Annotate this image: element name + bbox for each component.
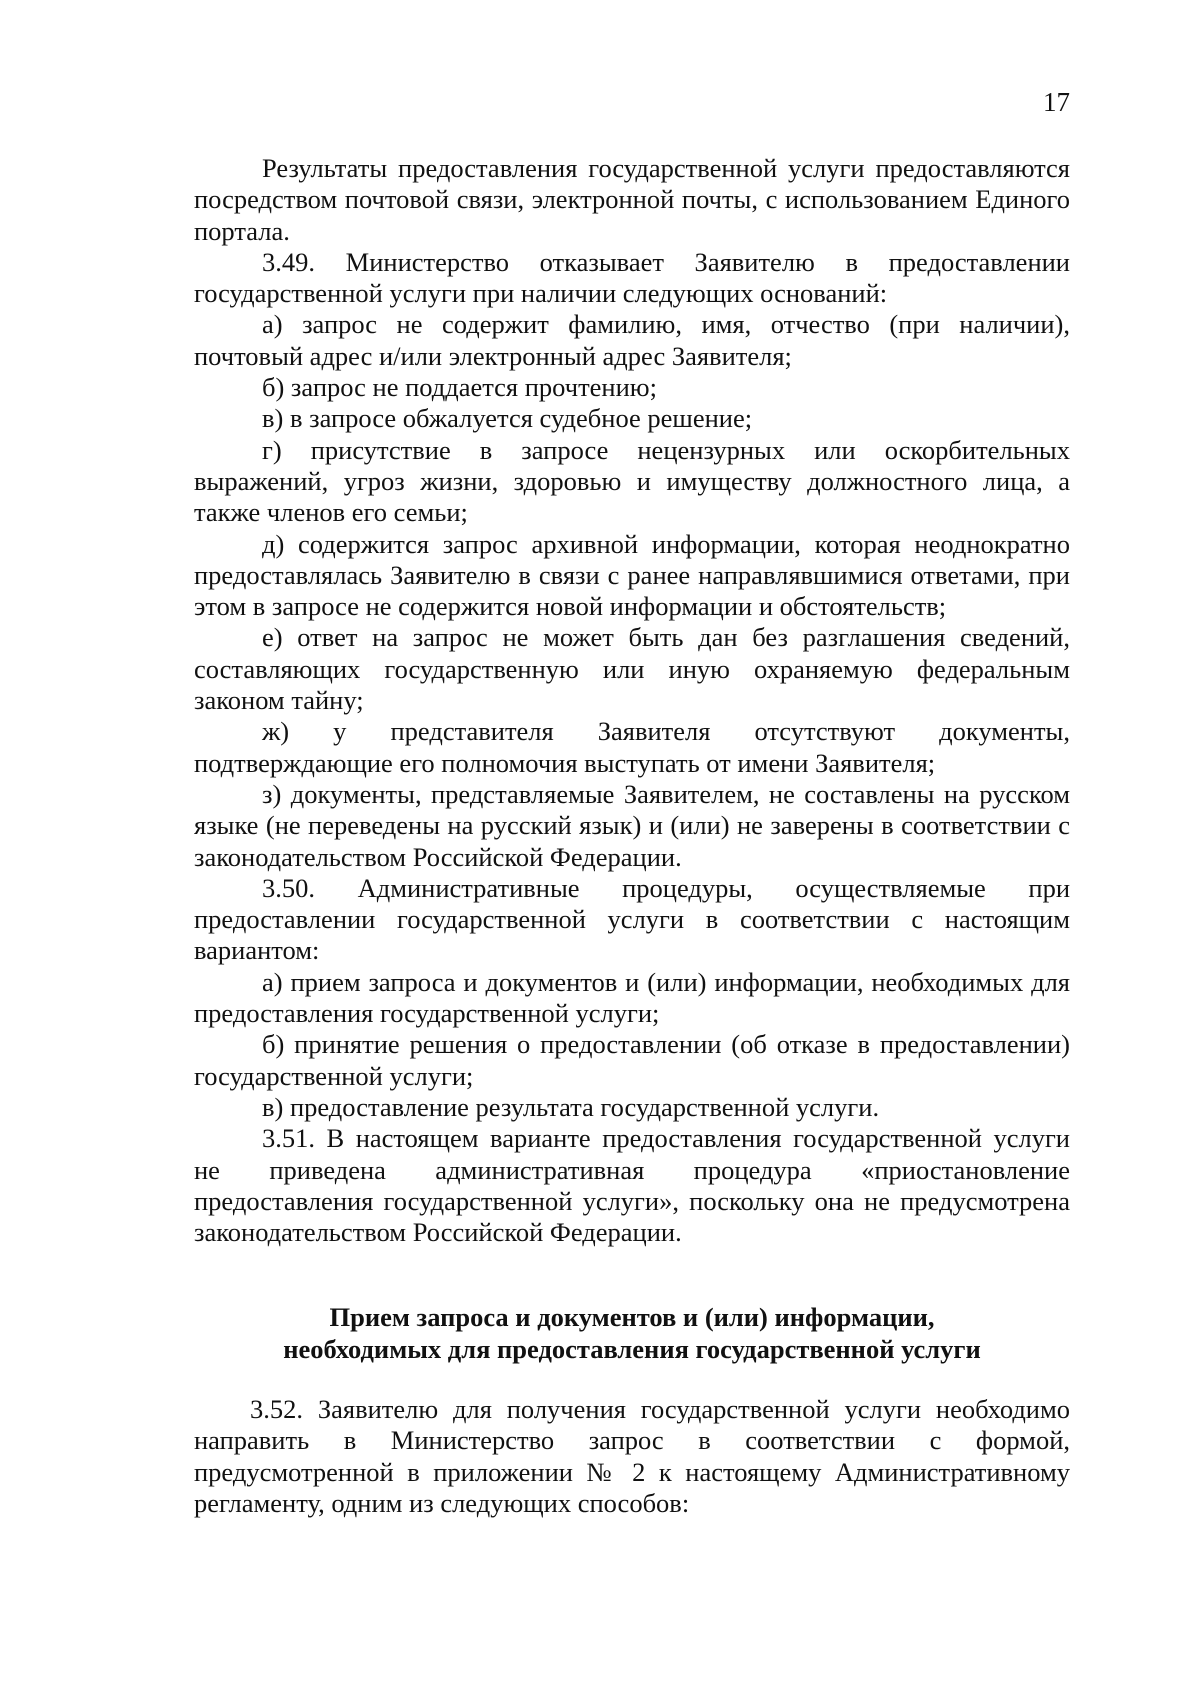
- section-heading: [194, 1301, 1070, 1365]
- paragraph-3-50: 3.50. Административные процедуры, осуществляемые при предоставлении государственной услуги в соответствии с настоящим вариантом:: [194, 872, 1070, 966]
- list-item-d: д) содержится запрос архивной информации, которая неоднократно предоставлялась Заявителю в связи с ранее направлявшимися ответами, при этом в запросе не содержится новой информации и обстоятельств;: [194, 528, 1070, 622]
- list-item-g: г) присутствие в запросе нецензурных или оскорбительных выражений, угроз жизни, здоровью и имуществу должностного лица, а также членов его семьи;: [194, 434, 1070, 528]
- paragraph-results: Результаты предоставления государственной услуги предоставляются посредством почтовой связи, электронной почты, с использованием Единого портала.: [194, 153, 1070, 246]
- section-heading-line-1: Прием запроса и документов и (или) информации,: [329, 1302, 935, 1332]
- list-item-v: в) в запросе обжалуется судебное решение;: [262, 403, 753, 434]
- list-item-z: з) документы, представляемые Заявителем, не составлены на русском языке (не переведены на русский язык) и (или) не заверены в соответствии с законодательством Российской Федерации.: [194, 778, 1070, 872]
- list-item-zh: ж) у представителя Заявителя отсутствуют документы, подтверждающие его полномочия выступать от имени Заявителя;: [194, 716, 1070, 778]
- section-heading-line-2: необходимых для предоставления государственной услуги: [283, 1334, 981, 1364]
- paragraph-3-52: 3.52. Заявителю для получения государственной услуги необходимо направить в Министерство запрос в соответствии с формой, предусмотренной в приложении № 2 к настоящему Административному регламенту, одним из следующих способов:: [194, 1394, 1070, 1518]
- paragraph-3-49: 3.49. Министерство отказывает Заявителю в предоставлении государственной услуги при наличии следующих оснований:: [194, 246, 1070, 309]
- body-text-top: [194, 153, 1070, 1248]
- list-item-a: а) запрос не содержит фамилию, имя, отчество (при наличии), почтовый адрес и/или электронный адрес Заявителя;: [194, 309, 1070, 371]
- body-text-bottom: [194, 1394, 1070, 1519]
- paragraph-3-51: 3.51. В настоящем варианте предоставления государственной услуги не приведена административная процедура «приостановление предоставления государственной услуги», поскольку она не предусмотрена законодательством Российской Федерации.: [194, 1123, 1070, 1248]
- procedure-item-a: а) прием запроса и документов и (или) информации, необходимых для предоставления государственной услуги;: [194, 966, 1070, 1029]
- procedure-item-b: б) принятие решения о предоставлении (об отказе в предоставлении) государственной услуги;: [194, 1029, 1070, 1091]
- list-item-b: б) запрос не поддается прочтению;: [262, 372, 657, 403]
- page-number: 17: [1043, 87, 1070, 117]
- procedure-item-v: в) предоставление результата государственной услуги.: [262, 1091, 880, 1122]
- list-item-e: е) ответ на запрос не может быть дан без разглашения сведений, составляющих государственную или иную охраняемую федеральным законом тайну;: [194, 622, 1070, 716]
